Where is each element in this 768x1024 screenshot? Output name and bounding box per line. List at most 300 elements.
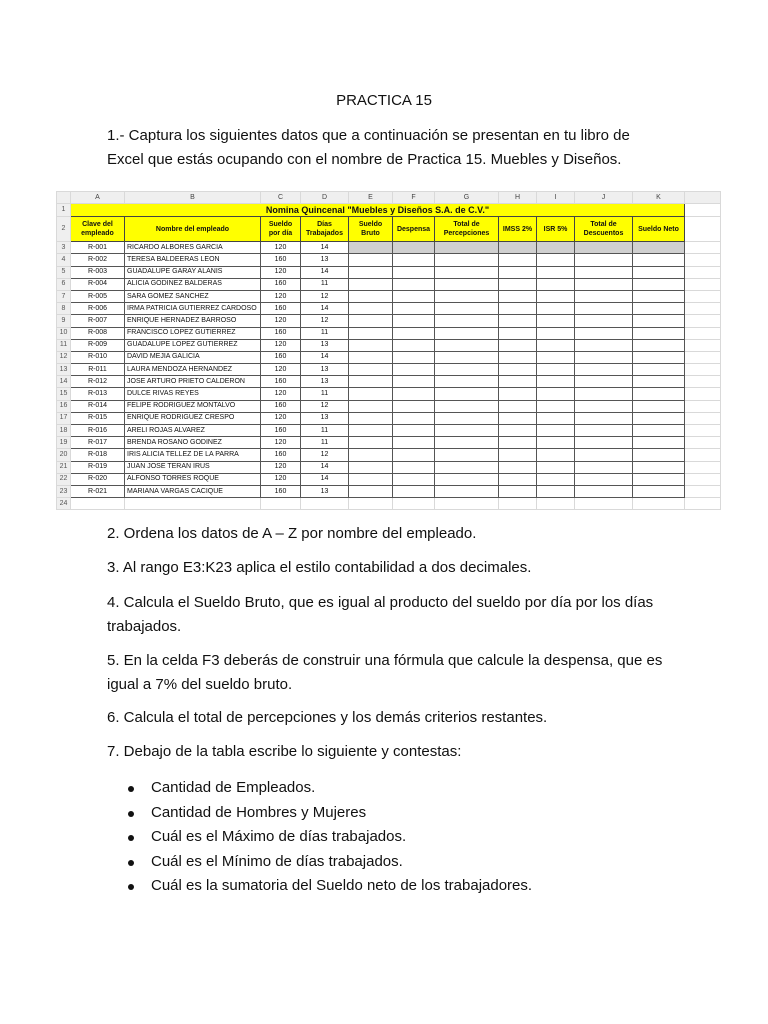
empty-column-header (685, 192, 721, 204)
empty-calc-cell[interactable] (575, 473, 633, 485)
empty-cell (685, 242, 721, 254)
empty-cell (537, 498, 575, 510)
empty-calc-cell[interactable] (349, 278, 393, 290)
header-total-descuentos: Total de Descuentos (575, 217, 633, 242)
cell-clave: R-003 (71, 266, 125, 278)
empty-calc-cell[interactable] (435, 266, 499, 278)
cell-dias: 12 (301, 315, 349, 327)
cell-dias: 11 (301, 278, 349, 290)
empty-calc-cell[interactable] (537, 437, 575, 449)
empty-calc-cell[interactable] (633, 242, 685, 254)
empty-calc-cell[interactable] (393, 290, 435, 302)
table-row (57, 254, 721, 266)
empty-calc-cell[interactable] (575, 437, 633, 449)
cell-dias: 13 (301, 485, 349, 497)
empty-calc-cell[interactable] (393, 437, 435, 449)
empty-calc-cell[interactable] (349, 473, 393, 485)
empty-calc-cell[interactable] (499, 242, 537, 254)
header-sueldo-dia: Sueldo por día (261, 217, 301, 242)
empty-calc-cell[interactable] (393, 473, 435, 485)
empty-calc-cell[interactable] (575, 254, 633, 266)
table-title-row (57, 204, 721, 217)
empty-calc-cell[interactable] (393, 303, 435, 315)
table-row (57, 473, 721, 485)
table-row (57, 400, 721, 412)
empty-calc-cell[interactable] (435, 327, 499, 339)
empty-calc-cell[interactable] (633, 339, 685, 351)
cell-clave: R-011 (71, 364, 125, 376)
cell-sueldo: 160 (261, 449, 301, 461)
cell-dias: 13 (301, 254, 349, 266)
bullet-icon (128, 786, 134, 792)
cell-dias: 12 (301, 290, 349, 302)
empty-calc-cell[interactable] (575, 412, 633, 424)
empty-calc-cell[interactable] (435, 388, 499, 400)
empty-calc-cell[interactable] (499, 461, 537, 473)
spreadsheet-grid (56, 191, 721, 510)
empty-cell (685, 461, 721, 473)
empty-calc-cell[interactable] (575, 449, 633, 461)
step-6: 6. Calcula el total de percepciones y los demás criterios restantes. (107, 709, 548, 726)
table-row (57, 437, 721, 449)
empty-calc-cell[interactable] (537, 412, 575, 424)
row-number: 18 (57, 425, 71, 437)
cell-clave: R-016 (71, 425, 125, 437)
empty-calc-cell[interactable] (499, 303, 537, 315)
empty-calc-cell[interactable] (435, 364, 499, 376)
empty-calc-cell[interactable] (349, 461, 393, 473)
empty-calc-cell[interactable] (633, 364, 685, 376)
table-row (57, 290, 721, 302)
cell-clave: R-020 (71, 473, 125, 485)
empty-calc-cell[interactable] (435, 315, 499, 327)
empty-calc-cell[interactable] (537, 449, 575, 461)
empty-calc-cell[interactable] (633, 327, 685, 339)
empty-calc-cell[interactable] (393, 339, 435, 351)
empty-calc-cell[interactable] (393, 388, 435, 400)
row-number: 15 (57, 388, 71, 400)
empty-cell (261, 498, 301, 510)
cell-clave: R-007 (71, 315, 125, 327)
empty-calc-cell[interactable] (435, 351, 499, 363)
empty-calc-cell[interactable] (435, 437, 499, 449)
cell-dias: 11 (301, 437, 349, 449)
cell-dias: 13 (301, 412, 349, 424)
empty-calc-cell[interactable] (349, 327, 393, 339)
cell-nombre: ENRIQUE RODRIGUEZ CRESPO (125, 412, 261, 424)
empty-calc-cell[interactable] (393, 254, 435, 266)
list-item (128, 825, 532, 850)
row-number: 19 (57, 437, 71, 449)
cell-dias: 14 (301, 461, 349, 473)
cell-clave: R-018 (71, 449, 125, 461)
table-row (57, 449, 721, 461)
cell-clave: R-009 (71, 339, 125, 351)
spreadsheet-screenshot (56, 191, 720, 510)
empty-calc-cell[interactable] (633, 449, 685, 461)
empty-calc-cell[interactable] (393, 461, 435, 473)
empty-calc-cell[interactable] (435, 290, 499, 302)
empty-calc-cell[interactable] (435, 473, 499, 485)
cell-sueldo: 160 (261, 254, 301, 266)
step-4: 4. Calcula el Sueldo Bruto, que es igual al producto del sueldo por día por los días trabajados. (107, 594, 654, 635)
empty-calc-cell[interactable] (435, 303, 499, 315)
empty-calc-cell[interactable] (575, 351, 633, 363)
empty-calc-cell[interactable] (499, 449, 537, 461)
empty-calc-cell[interactable] (499, 327, 537, 339)
empty-cell (685, 303, 721, 315)
empty-calc-cell[interactable] (393, 278, 435, 290)
cell-nombre: SARA GOMEZ SANCHEZ (125, 290, 261, 302)
table-row (57, 339, 721, 351)
empty-calc-cell[interactable] (349, 254, 393, 266)
empty-calc-cell[interactable] (537, 485, 575, 497)
column-letter: H (499, 192, 537, 204)
empty-calc-cell[interactable] (633, 254, 685, 266)
row-number: 23 (57, 485, 71, 497)
empty-calc-cell[interactable] (393, 364, 435, 376)
empty-cell (435, 498, 499, 510)
cell-clave: R-019 (71, 461, 125, 473)
empty-calc-cell[interactable] (575, 339, 633, 351)
empty-calc-cell[interactable] (435, 254, 499, 266)
empty-calc-cell[interactable] (349, 242, 393, 254)
empty-calc-cell[interactable] (537, 290, 575, 302)
empty-calc-cell[interactable] (575, 485, 633, 497)
list-item (128, 801, 532, 826)
empty-calc-cell[interactable] (633, 485, 685, 497)
empty-calc-cell[interactable] (349, 437, 393, 449)
empty-calc-cell[interactable] (435, 485, 499, 497)
empty-calc-cell[interactable] (435, 425, 499, 437)
empty-calc-cell[interactable] (633, 315, 685, 327)
empty-calc-cell[interactable] (393, 412, 435, 424)
bullet-icon (128, 884, 134, 890)
empty-calc-cell[interactable] (575, 364, 633, 376)
row-number: 3 (57, 242, 71, 254)
empty-cell (685, 254, 721, 266)
empty-calc-cell[interactable] (633, 425, 685, 437)
column-letter: F (393, 192, 435, 204)
empty-calc-cell[interactable] (349, 266, 393, 278)
cell-sueldo: 120 (261, 364, 301, 376)
list-item (128, 850, 532, 875)
row-number: 2 (57, 217, 71, 242)
empty-calc-cell[interactable] (575, 327, 633, 339)
empty-row (57, 498, 721, 510)
empty-calc-cell[interactable] (537, 473, 575, 485)
empty-cell (685, 473, 721, 485)
empty-calc-cell[interactable] (537, 254, 575, 266)
cell-nombre: ENRIQUE HERNADEZ BARROSO (125, 315, 261, 327)
column-letter: J (575, 192, 633, 204)
table-row (57, 485, 721, 497)
empty-calc-cell[interactable] (349, 364, 393, 376)
column-letter: G (435, 192, 499, 204)
column-letter-row (57, 192, 721, 204)
empty-calc-cell[interactable] (499, 254, 537, 266)
cell-sueldo: 120 (261, 315, 301, 327)
table-row (57, 315, 721, 327)
empty-calc-cell[interactable] (499, 351, 537, 363)
empty-calc-cell[interactable] (349, 485, 393, 497)
step-2: 2. Ordena los datos de A – Z por nombre del empleado. (107, 525, 477, 542)
empty-calc-cell[interactable] (349, 351, 393, 363)
header-imss: IMSS 2% (499, 217, 537, 242)
row-number: 12 (57, 351, 71, 363)
empty-calc-cell[interactable] (537, 315, 575, 327)
empty-calc-cell[interactable] (393, 376, 435, 388)
cell-sueldo: 120 (261, 388, 301, 400)
empty-calc-cell[interactable] (435, 278, 499, 290)
cell-dias: 14 (301, 303, 349, 315)
list-item-text: Cuál es la sumatoria del Sueldo neto de los trabajadores. (151, 877, 533, 894)
table-row (57, 425, 721, 437)
empty-calc-cell[interactable] (499, 437, 537, 449)
cell-clave: R-021 (71, 485, 125, 497)
empty-calc-cell[interactable] (633, 412, 685, 424)
list-item-text: Cantidad de Hombres y Mujeres (151, 803, 367, 821)
cell-sueldo: 120 (261, 266, 301, 278)
empty-calc-cell[interactable] (537, 303, 575, 315)
empty-calc-cell[interactable] (499, 364, 537, 376)
empty-calc-cell[interactable] (575, 425, 633, 437)
empty-cell (685, 437, 721, 449)
empty-calc-cell[interactable] (499, 425, 537, 437)
empty-calc-cell[interactable] (499, 388, 537, 400)
empty-calc-cell[interactable] (499, 290, 537, 302)
page-title: PRACTICA 15 (336, 92, 432, 109)
empty-calc-cell[interactable] (633, 303, 685, 315)
cell-dias: 12 (301, 449, 349, 461)
cell-sueldo: 120 (261, 437, 301, 449)
empty-calc-cell[interactable] (575, 290, 633, 302)
cell-nombre: LAURA MENDOZA HERNANDEZ (125, 364, 261, 376)
empty-calc-cell[interactable] (499, 339, 537, 351)
empty-calc-cell[interactable] (499, 473, 537, 485)
empty-cell (685, 315, 721, 327)
empty-cell (685, 388, 721, 400)
empty-calc-cell[interactable] (435, 400, 499, 412)
empty-calc-cell[interactable] (575, 400, 633, 412)
empty-calc-cell[interactable] (537, 351, 575, 363)
empty-cell (301, 498, 349, 510)
header-sueldo-neto: Sueldo Neto (633, 217, 685, 242)
empty-calc-cell[interactable] (499, 266, 537, 278)
bullet-icon (128, 860, 134, 866)
empty-calc-cell[interactable] (537, 266, 575, 278)
row-number: 10 (57, 327, 71, 339)
empty-calc-cell[interactable] (575, 278, 633, 290)
empty-cell (499, 498, 537, 510)
table-row (57, 327, 721, 339)
table-row (57, 461, 721, 473)
empty-calc-cell[interactable] (537, 376, 575, 388)
empty-calc-cell[interactable] (349, 315, 393, 327)
cell-clave: R-014 (71, 400, 125, 412)
empty-calc-cell[interactable] (575, 266, 633, 278)
empty-calc-cell[interactable] (349, 412, 393, 424)
header-dias: Días Trabajados (301, 217, 349, 242)
cell-dias: 14 (301, 351, 349, 363)
cell-nombre: DULCE RIVAS REYES (125, 388, 261, 400)
empty-calc-cell[interactable] (349, 400, 393, 412)
empty-calc-cell[interactable] (633, 376, 685, 388)
empty-cell (685, 364, 721, 376)
empty-calc-cell[interactable] (393, 315, 435, 327)
empty-calc-cell[interactable] (393, 485, 435, 497)
empty-calc-cell[interactable] (575, 388, 633, 400)
empty-calc-cell[interactable] (575, 242, 633, 254)
table-body (57, 242, 721, 498)
empty-calc-cell[interactable] (537, 339, 575, 351)
empty-cell (685, 290, 721, 302)
row-number: 7 (57, 290, 71, 302)
cell-nombre: BRENDA ROSANO GODINEZ (125, 437, 261, 449)
step-3: 3. Al rango E3:K23 aplica el estilo contabilidad a dos decimales. (107, 559, 532, 576)
header-nombre: Nombre del empleado (125, 217, 261, 242)
list-item (128, 776, 532, 801)
empty-calc-cell[interactable] (349, 376, 393, 388)
empty-calc-cell[interactable] (435, 376, 499, 388)
empty-calc-cell[interactable] (633, 351, 685, 363)
empty-calc-cell[interactable] (499, 485, 537, 497)
empty-calc-cell[interactable] (633, 473, 685, 485)
table-row (57, 376, 721, 388)
empty-cell (685, 498, 721, 510)
empty-calc-cell[interactable] (633, 278, 685, 290)
cell-nombre: IRIS ALICIA TELLEZ DE LA PARRA (125, 449, 261, 461)
empty-calc-cell[interactable] (393, 425, 435, 437)
empty-calc-cell[interactable] (633, 266, 685, 278)
cell-clave: R-004 (71, 278, 125, 290)
cell-clave: R-010 (71, 351, 125, 363)
cell-nombre: FELIPE RODRIGUEZ MONTALVO (125, 400, 261, 412)
empty-calc-cell[interactable] (349, 290, 393, 302)
empty-calc-cell[interactable] (575, 461, 633, 473)
empty-calc-cell[interactable] (435, 412, 499, 424)
empty-cell (685, 412, 721, 424)
list-item-text: Cuál es el Mínimo de días trabajados. (151, 852, 403, 870)
header-total-percepciones: Total de Percepciones (435, 217, 499, 242)
empty-calc-cell[interactable] (499, 376, 537, 388)
empty-cell (575, 498, 633, 510)
empty-calc-cell[interactable] (393, 400, 435, 412)
row-number: 13 (57, 364, 71, 376)
column-letter: A (71, 192, 125, 204)
cell-sueldo: 160 (261, 485, 301, 497)
empty-calc-cell[interactable] (575, 303, 633, 315)
empty-calc-cell[interactable] (499, 278, 537, 290)
cell-sueldo: 120 (261, 412, 301, 424)
empty-calc-cell[interactable] (435, 461, 499, 473)
table-row (57, 266, 721, 278)
row-number: 16 (57, 400, 71, 412)
empty-calc-cell[interactable] (393, 351, 435, 363)
empty-calc-cell[interactable] (537, 278, 575, 290)
row-number: 8 (57, 303, 71, 315)
empty-calc-cell[interactable] (537, 461, 575, 473)
cell-sueldo: 160 (261, 425, 301, 437)
cell-clave: R-002 (71, 254, 125, 266)
list-item-text: Cantidad de Empleados. (151, 779, 316, 796)
empty-calc-cell[interactable] (575, 315, 633, 327)
cell-clave: R-005 (71, 290, 125, 302)
table-title: Nomina Quincenal "Muebles y Diseños S.A. de C.V." (71, 204, 685, 217)
empty-calc-cell[interactable] (393, 449, 435, 461)
empty-cell (685, 266, 721, 278)
empty-calc-cell[interactable] (499, 412, 537, 424)
step-7: 7. Debajo de la tabla escribe lo siguiente y contestas: (107, 743, 462, 760)
row-number: 20 (57, 449, 71, 461)
empty-cell (349, 498, 393, 510)
empty-calc-cell[interactable] (349, 339, 393, 351)
empty-cell (393, 498, 435, 510)
cell-sueldo: 120 (261, 473, 301, 485)
empty-cell (685, 327, 721, 339)
empty-calc-cell[interactable] (393, 327, 435, 339)
empty-calc-cell[interactable] (499, 400, 537, 412)
list-item-text: Cuál es el Máximo de días trabajados. (151, 828, 407, 845)
question-list (128, 776, 532, 899)
empty-calc-cell[interactable] (349, 449, 393, 461)
step-5: 5. En la celda F3 deberás de construir una fórmula que calcule la despensa, que es igual a 7% del sueldo bruto. (107, 652, 663, 693)
empty-calc-cell[interactable] (537, 400, 575, 412)
cell-dias: 11 (301, 425, 349, 437)
row-number: 21 (57, 461, 71, 473)
empty-calc-cell[interactable] (633, 461, 685, 473)
row-number: 17 (57, 412, 71, 424)
empty-calc-cell[interactable] (349, 388, 393, 400)
empty-calc-cell[interactable] (575, 376, 633, 388)
cell-nombre: ALFONSO TORRES ROQUE (125, 473, 261, 485)
cell-dias: 12 (301, 400, 349, 412)
cell-dias: 11 (301, 327, 349, 339)
cell-nombre: JOSE ARTURO PRIETO CALDERON (125, 376, 261, 388)
empty-calc-cell[interactable] (435, 339, 499, 351)
header-sueldo-bruto: Sueldo Bruto (349, 217, 393, 242)
empty-calc-cell[interactable] (537, 425, 575, 437)
cell-clave: R-001 (71, 242, 125, 254)
empty-calc-cell[interactable] (537, 388, 575, 400)
empty-calc-cell[interactable] (537, 242, 575, 254)
empty-calc-cell[interactable] (537, 327, 575, 339)
cell-dias: 11 (301, 388, 349, 400)
empty-calc-cell[interactable] (349, 425, 393, 437)
empty-calc-cell[interactable] (349, 303, 393, 315)
table-row (57, 242, 721, 254)
column-letter: I (537, 192, 575, 204)
list-item (128, 874, 532, 899)
empty-calc-cell[interactable] (633, 290, 685, 302)
cell-nombre: MARIANA VARGAS CACIQUE (125, 485, 261, 497)
empty-calc-cell[interactable] (633, 400, 685, 412)
column-letter: K (633, 192, 685, 204)
table-row (57, 388, 721, 400)
empty-cell (633, 498, 685, 510)
empty-calc-cell[interactable] (633, 388, 685, 400)
empty-calc-cell[interactable] (393, 266, 435, 278)
empty-calc-cell[interactable] (537, 364, 575, 376)
cell-clave: R-008 (71, 327, 125, 339)
cell-nombre: IRMA PATRICIA GUTIERREZ CARDOSO (125, 303, 261, 315)
empty-calc-cell[interactable] (633, 437, 685, 449)
empty-cell (685, 400, 721, 412)
empty-calc-cell[interactable] (499, 315, 537, 327)
empty-calc-cell[interactable] (435, 242, 499, 254)
empty-calc-cell[interactable] (393, 242, 435, 254)
empty-calc-cell[interactable] (435, 449, 499, 461)
